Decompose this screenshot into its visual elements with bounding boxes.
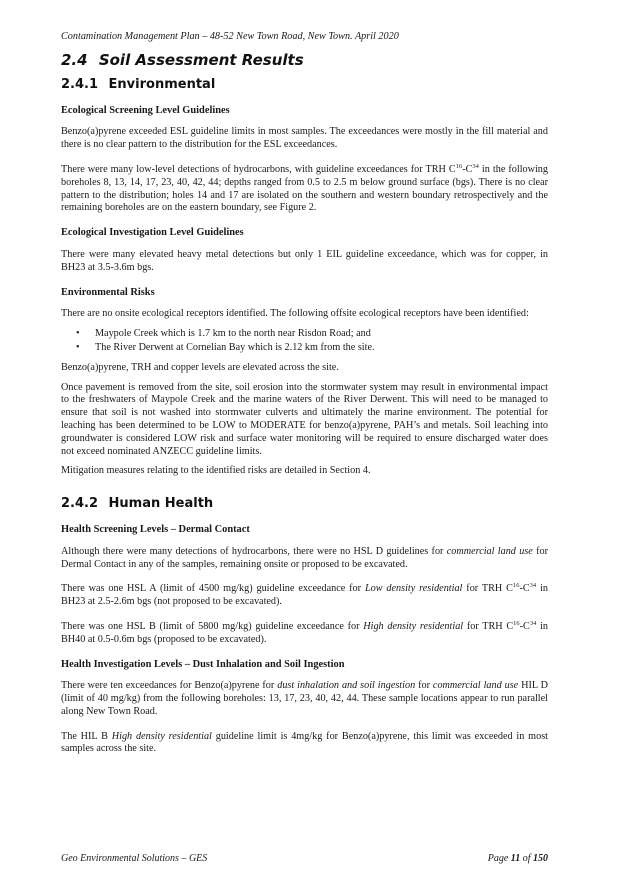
text-run: in BH23 at 2.5-2.6m bgs (not proposed to be excavated). xyxy=(61,583,549,608)
page-footer xyxy=(61,853,548,865)
page-body xyxy=(61,50,548,768)
eil-heading: Ecological Investigation Level Guidelines xyxy=(61,227,244,239)
list-item-text: Maypole Creek which is 1.7 km to the north near Risdon Road; and xyxy=(95,328,371,340)
subsection-title: Human Health xyxy=(108,496,214,512)
subsection-number: 2.4.2 xyxy=(61,496,99,512)
esl-paragraph-1: Benzo(a)pyrene exceeded ESL guideline limits in most samples. The exceedances were mostly in the fill material and there is no clear pattern to the distribution for the ESL exceedances. xyxy=(61,126,548,151)
risks-paragraph-1: There are no onsite ecological receptors identified. The following offsite ecological receptors have been identified: xyxy=(61,308,529,320)
running-header: Contamination Management Plan – 48-52 New Town Road, New Town. April 2020 xyxy=(61,31,399,42)
hil-paragraph-2 xyxy=(61,731,548,757)
italic-run: commercial land use xyxy=(432,680,519,692)
list-item xyxy=(61,328,548,341)
text-run: There was one HSL B (limit of 5800 mg/kg) guideline exceedance for xyxy=(61,620,364,632)
section-heading xyxy=(61,51,548,69)
subsection-heading-environmental xyxy=(61,76,548,92)
italic-run: Low density residential xyxy=(364,583,463,595)
text-run: The HIL B xyxy=(61,730,112,742)
receptor-list xyxy=(61,328,548,355)
superscript: 34 xyxy=(529,619,537,627)
text-run: There was one HSL A (limit of 4500 mg/kg) guideline exceedance for xyxy=(61,583,365,595)
text-run: -C xyxy=(519,620,530,632)
text-run: There were many low-level detections of hydrocarbons, with guideline exceedances for TRH C xyxy=(61,163,456,175)
italic-run: High density residential xyxy=(363,620,464,632)
bullet-icon: • xyxy=(76,328,80,340)
subsection-heading-human-health xyxy=(61,498,548,511)
list-item xyxy=(61,342,548,355)
hsl-paragraph-2 xyxy=(61,583,548,609)
italic-run: commercial land use xyxy=(446,545,533,557)
text-run: guideline limit is 4mg/kg for Benzo(a)pyrene, this limit was exceeded in most samples across the site. xyxy=(61,730,548,755)
page-number xyxy=(488,853,548,865)
total-pages: 150 xyxy=(533,853,548,864)
subsection-title: Environmental xyxy=(108,76,216,92)
text-run: in BH40 at 0.5-0.6m bgs (proposed to be excavated). xyxy=(61,620,548,645)
superscript: 16 xyxy=(512,582,520,590)
bullet-icon: • xyxy=(76,341,80,353)
superscript: 34 xyxy=(472,162,479,170)
superscript: 16 xyxy=(513,619,520,627)
superscript: 34 xyxy=(529,582,537,590)
hil-paragraph-1 xyxy=(61,680,548,718)
list-item-text: The River Derwent at Cornelian Bay which is 2.12 km from the site. xyxy=(95,341,375,353)
risks-paragraph-4: Mitigation measures relating to the identified risks are detailed in Section 4. xyxy=(61,465,371,477)
section-title: Soil Assessment Results xyxy=(98,51,304,69)
footer-company: Geo Environmental Solutions – GES xyxy=(61,853,208,864)
text-run: for TRH C xyxy=(462,583,513,595)
text-run: for TRH C xyxy=(463,620,514,632)
subsection-number: 2.4.1 xyxy=(61,76,99,92)
text-run: -C xyxy=(462,163,473,175)
text-run: for xyxy=(415,680,433,692)
italic-run: High density residential xyxy=(111,730,212,742)
text-run: of xyxy=(520,853,533,864)
hsl-heading: Health Screening Levels – Dermal Contact xyxy=(61,523,250,535)
risks-paragraph-2: Benzo(a)pyrene, TRH and copper levels are elevated across the site. xyxy=(61,361,339,373)
environmental-risks-heading: Environmental Risks xyxy=(61,286,155,298)
text-run: in the following boreholes 8, 13, 14, 17, 23, 40, 42, 44; depths ranged from 0.5 to 2.5 m below ground surface (bgs). There is no clear pattern to the distribution; holes 14 and 17 are isolated on the southern and western boundary retrospectively and the remaining boreholes are on the eastern boundary, see Figure 2. xyxy=(61,163,548,214)
hsl-paragraph-3 xyxy=(61,621,548,647)
text-run: Page xyxy=(487,853,511,864)
hsl-paragraph-1 xyxy=(61,546,548,572)
text-run: Although there were many detections of hydrocarbons, there were no HSL D guidelines for xyxy=(61,545,447,557)
text-run: for Dermal Contact in any of the samples, remaining onsite or proposed to be excavated. xyxy=(61,545,548,570)
hil-heading: Health Investigation Levels – Dust Inhalation and Soil Ingestion xyxy=(61,658,345,670)
esl-heading: Ecological Screening Level Guidelines xyxy=(61,104,230,116)
risks-paragraph-3: Once pavement is removed from the site, soil erosion into the stormwater system may result in environmental impact to the freshwaters of Maypole Creek and the marine waters of the River Derwent. This will need to be managed to ensure that soil is not washed into stormwater culverts and ultimately the marine environment. The potential for leaching has been determined to be LOW to MODERATE for benzo(a)pyrene, PAH’s and metals. Soil leaching into groundwater is considered LOW risk and surface water monitoring will be required to ensure discharged water does not exceed nominated ANZECC guideline limits. xyxy=(61,381,548,457)
text-run: There were ten exceedances for Benzo(a)pyrene for xyxy=(61,680,278,692)
italic-run: dust inhalation and soil ingestion xyxy=(277,680,416,692)
current-page: 11 xyxy=(510,853,521,864)
superscript: 16 xyxy=(455,162,463,170)
eil-paragraph: There were many elevated heavy metal detections but only 1 EIL guideline exceedance, which was for copper, in BH23 at 3.5-3.6m bgs. xyxy=(61,248,548,273)
section-number: 2.4 xyxy=(61,51,88,69)
text-run: HIL D (limit of 40 mg/kg) from the following boreholes: 13, 17, 23, 40, 42, 44. These sample locations appear to run parallel along New Town Road. xyxy=(61,680,548,717)
text-run: -C xyxy=(519,583,530,595)
esl-paragraph-2 xyxy=(61,164,548,215)
